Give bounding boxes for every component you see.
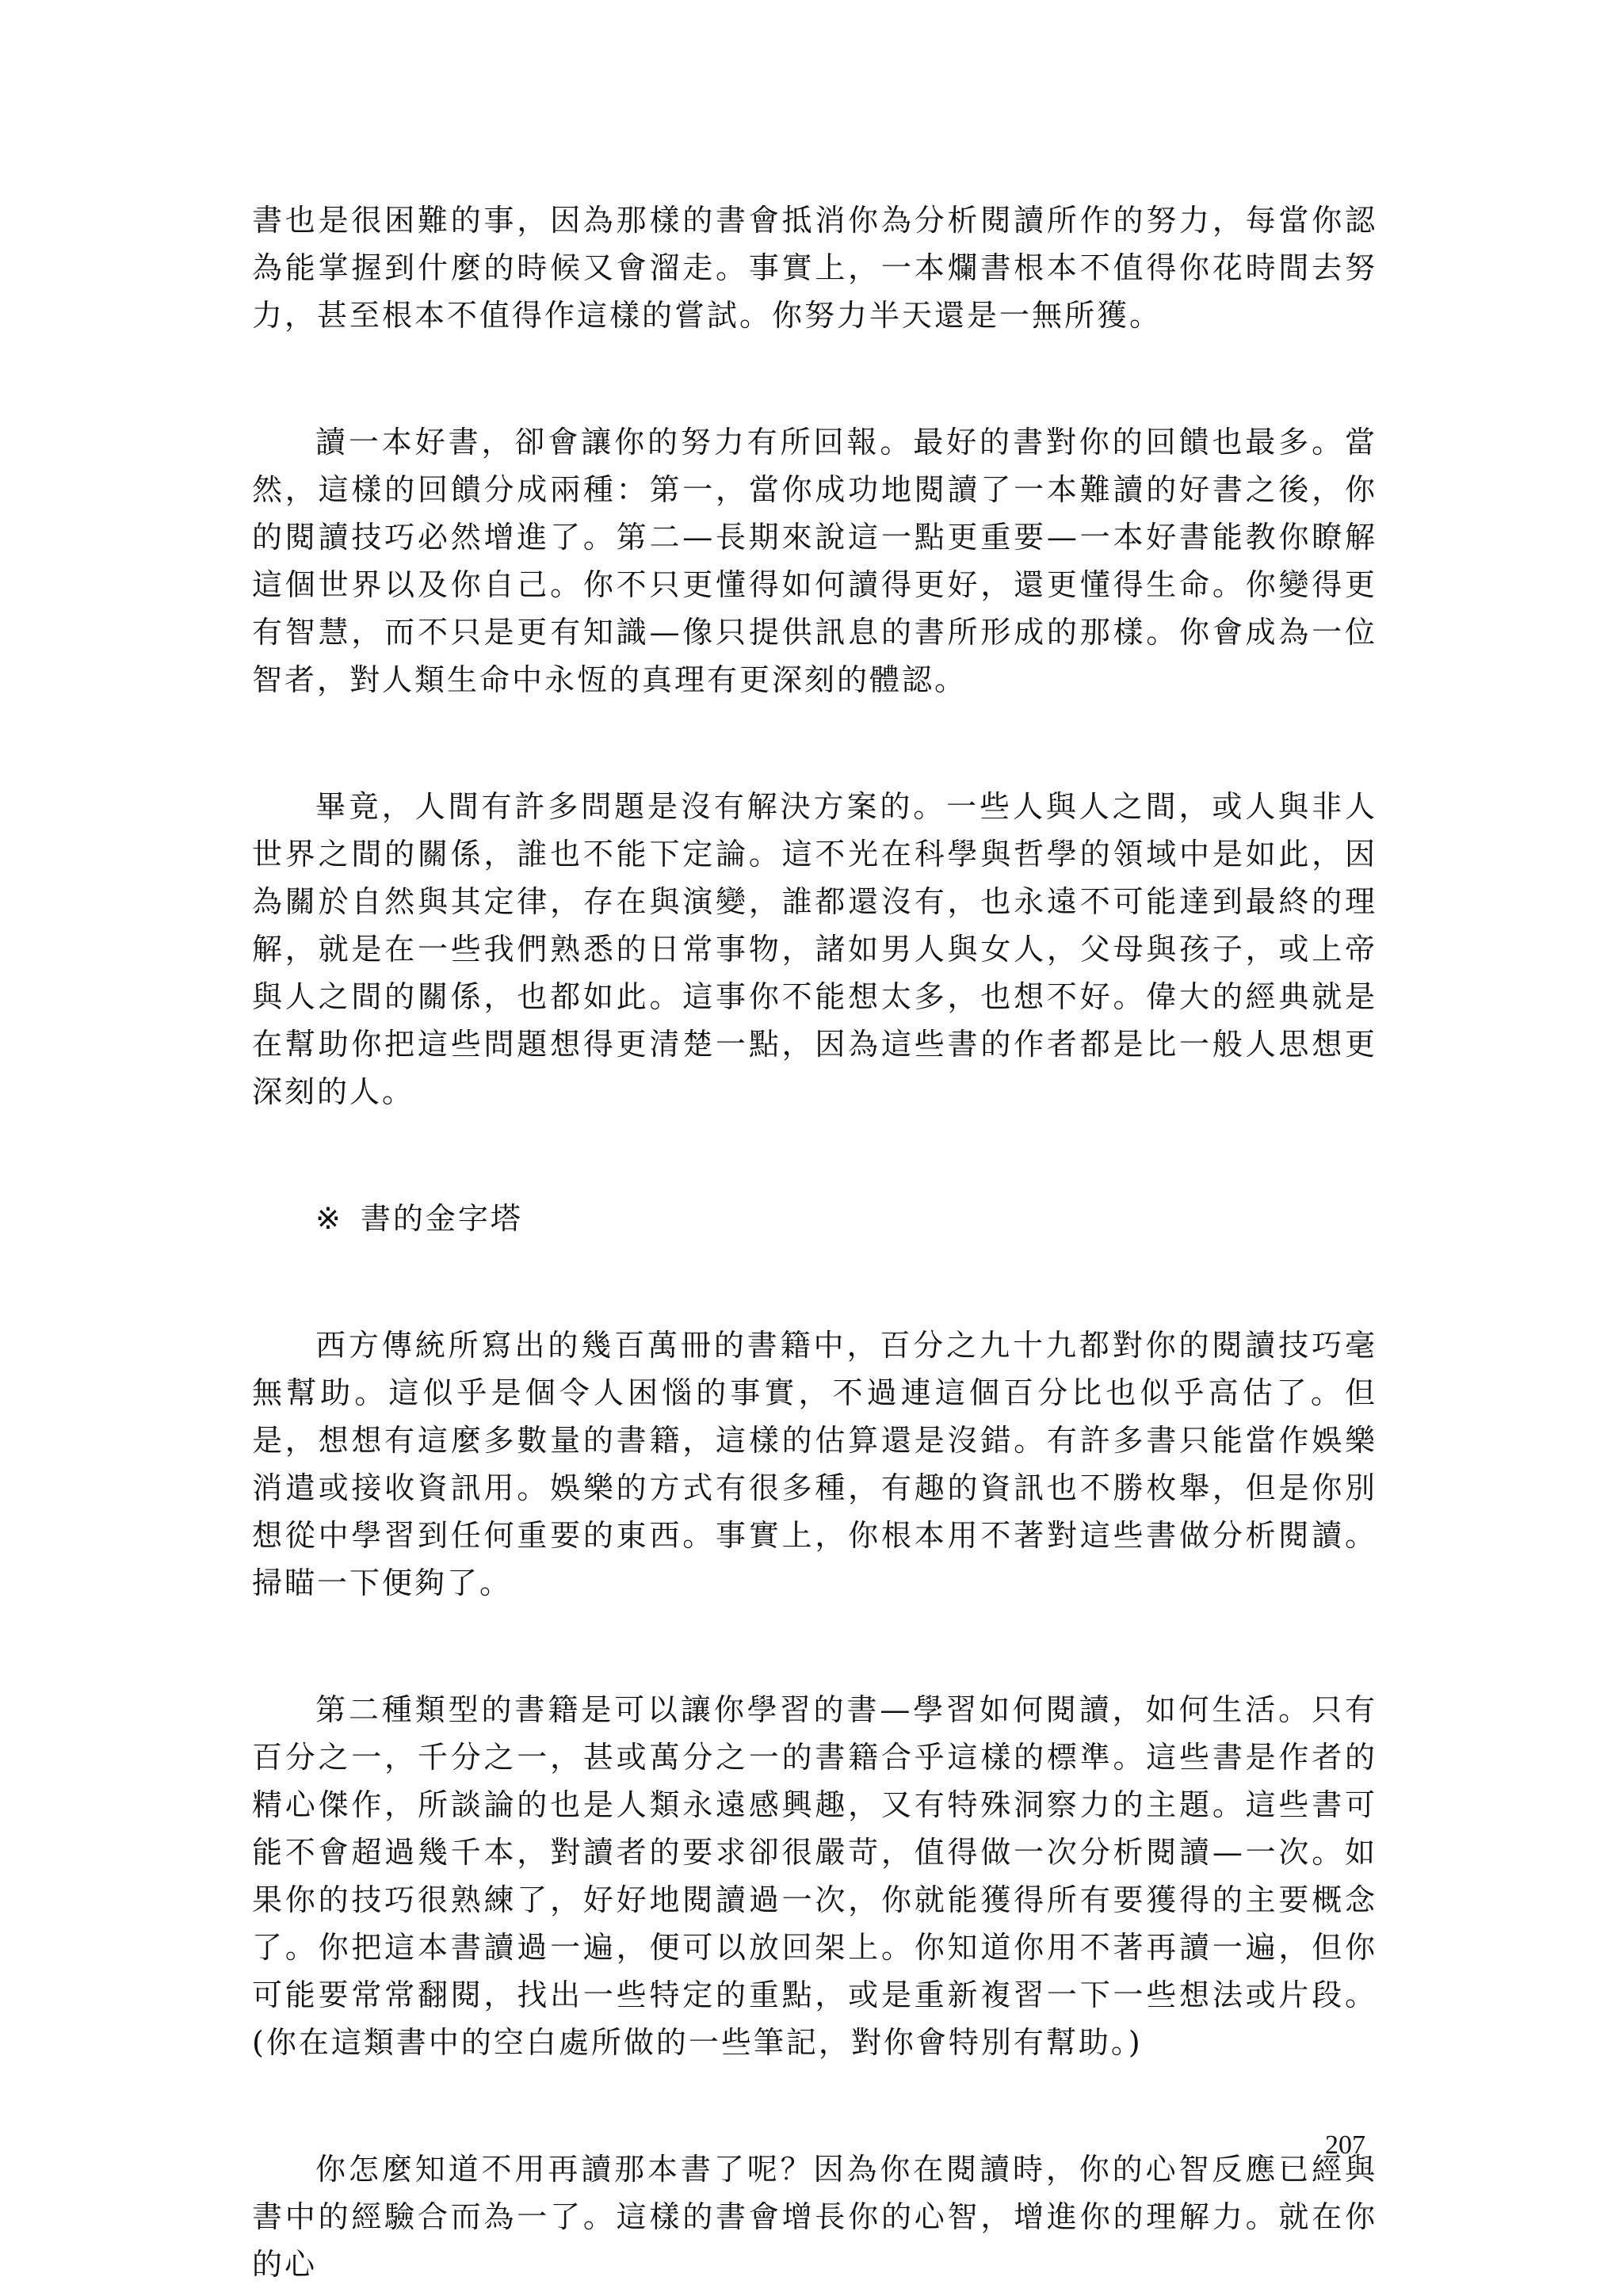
paragraph-good-book: 讀一本好書，卻會讓你的努力有所回報。最好的書對你的回饋也最多。當然，這樣的回饋分成兩種：第一，當你成功地閱讀了一本難讀的好書之後，你的閱讀技巧必然增進了。第二—長期來說這一點更重要—一本好書能教你瞭解這個世界以及你自己。你不只更懂得如何讀得更好，還更懂得生命。你變得更有智慧，而不只是更有知識—像只提供訊息的書所形成的那樣。你會成為一位智者，對人類生命中永恆的真理有更深刻的體認。	[252, 425, 1377, 697]
reference-mark: ※	[315, 1201, 343, 1236]
paragraph-gap	[252, 2066, 1377, 2145]
paragraph-second-type: 第二種類型的書籍是可以讓你學習的書—學習如何閱讀，如何生活。只有百分之一，千分之一，甚或萬分之一的書籍合乎這樣的標準。這些書是作者的精心傑作，所談論的也是人類永遠感興趣，又有特殊洞察力的主題。這些書可能不會超過幾千本，對讀者的要求卻很嚴苛，值得做一次分析閱讀—一次。如果你的技巧很熟練了，好好地閱讀過一次，你就能獲得所有要獲得的主要概念了。你把這本書讀過一遍，便可以放回架上。你知道你用不著再讀一遍，但你可能要常常翻閱，找出一些特定的重點，或是重新複習一下一些想法或片段。(你在這類書中的空白處所做的一些筆記，對你會特別有幫助。)	[252, 1692, 1377, 2060]
paragraph-gap	[252, 1116, 1377, 1195]
page-number: 207	[1325, 2130, 1365, 2160]
section-heading	[252, 1195, 1377, 1242]
paragraph-continued: 書也是很困難的事，因為那樣的書會抵消你為分析閱讀所作的努力，每當你認為能掌握到什麼的時候又會溜走。事實上，一本爛書根本不值得你花時間去努力，甚至根本不值得作這樣的嘗試。你努力半天還是一無所獲。	[252, 203, 1377, 333]
section-heading-text: 書的金字塔	[360, 1201, 523, 1236]
document-page	[252, 196, 1377, 2288]
paragraph-gap	[252, 704, 1377, 783]
paragraph-gap	[252, 1242, 1377, 1322]
paragraph-western-books: 西方傳統所寫出的幾百萬冊的書籍中，百分之九十九都對你的閱讀技巧毫無幫助。這似乎是個令人困惱的事實，不過連這個百分比也似乎高估了。但是，想想有這麼多數量的書籍，這樣的估算還是沒錯。有許多書只能當作娛樂消遣或接收資訊用。娛樂的方式有很多種，有趣的資訊也不勝枚舉，但是你別想從中學習到任何重要的東西。事實上，你根本用不著對這些書做分析閱讀。掃瞄一下便夠了。	[252, 1328, 1377, 1600]
paragraph-gap	[252, 339, 1377, 418]
paragraph-how-to-know: 你怎麼知道不用再讀那本書了呢？因為你在閱讀時，你的心智反應已經與書中的經驗合而為一了。這樣的書會增長你的心智，增進你的理解力。就在你的心	[252, 2152, 1377, 2282]
paragraph-gap	[252, 1607, 1377, 1686]
paragraph-unsolved-problems: 畢竟，人間有許多問題是沒有解決方案的。一些人與人之間，或人與非人世界之間的關係，誰也不能下定論。這不光在科學與哲學的領域中是如此，因為關於自然與其定律，存在與演變，誰都還沒有，也永遠不可能達到最終的理解，就是在一些我們熟悉的日常事物，諸如男人與女人，父母與孩子，或上帝與人之間的關係，也都如此。這事你不能想太多，也想不好。偉大的經典就是在幫助你把這些問題想得更清楚一點，因為這些書的作者都是比一般人思想更深刻的人。	[252, 789, 1377, 1109]
